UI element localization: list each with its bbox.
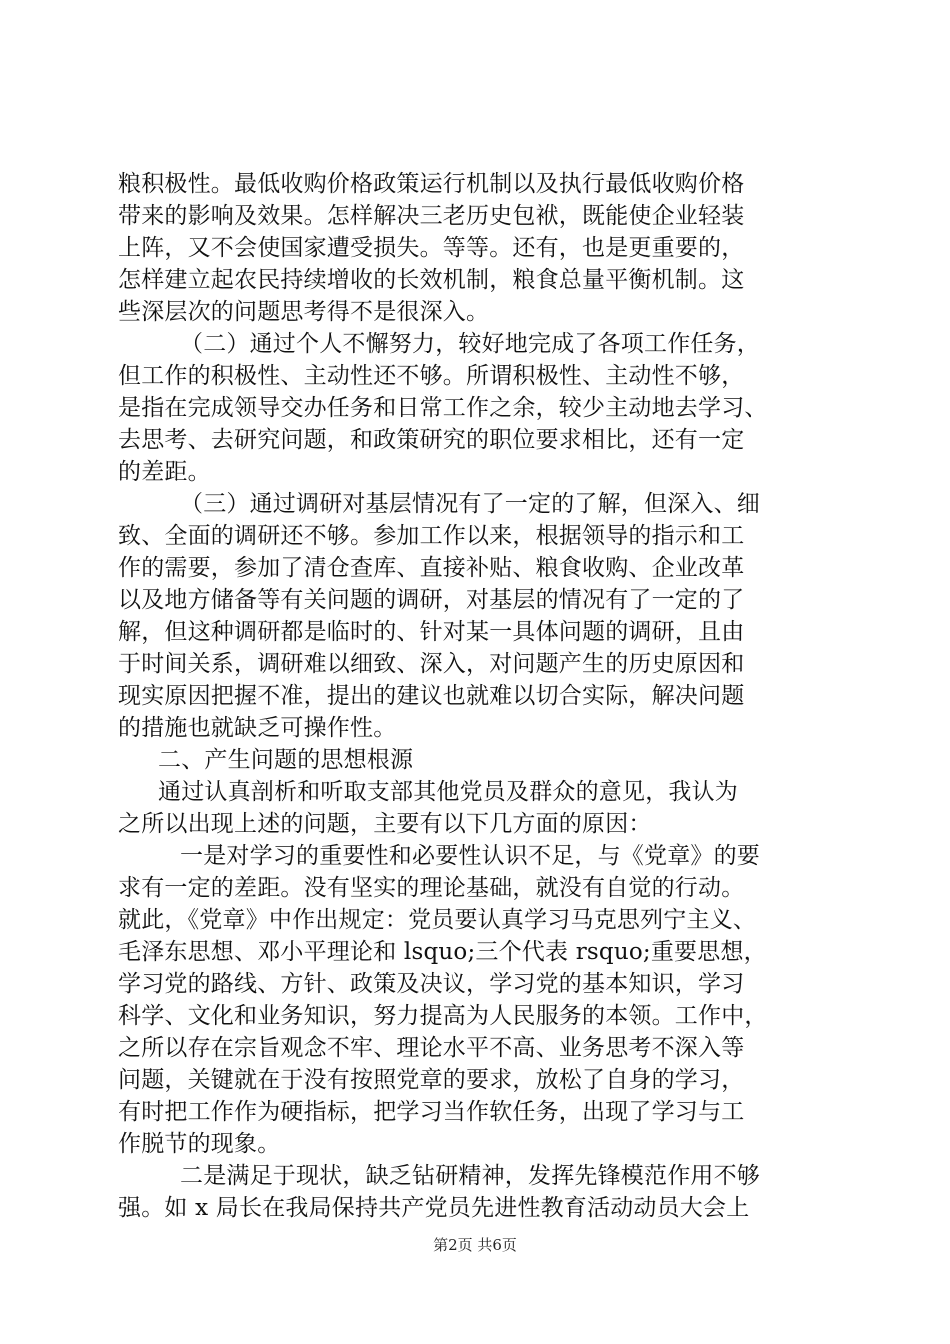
paragraph-start-line: （二）通过个人不懈努力，较好地完成了各项工作任务，	[180, 331, 760, 357]
text-line: 的差距。	[118, 459, 211, 485]
text-line: 带来的影响及效果。怎样解决三老历史包袱，既能使企业轻装	[118, 203, 745, 229]
text-line: 现实原因把握不准，提出的建议也就难以切合实际，解决问题	[118, 683, 745, 709]
text-line: 于时间关系，调研难以细致、深入，对问题产生的历史原因和	[118, 651, 745, 677]
text-line: 作的需要，参加了清仓查库、直接补贴、粮食收购、企业改革	[118, 555, 745, 581]
paragraph-start-line: （三）通过调研对基层情况有了一定的了解，但深入、细	[180, 491, 760, 517]
text-line: 粮积极性。最低收购价格政策运行机制以及执行最低收购价格	[118, 171, 745, 197]
text-line: 致、全面的调研还不够。参加工作以来，根据领导的指示和工	[118, 523, 745, 549]
text-line: 解，但这种调研都是临时的、针对某一具体问题的调研，且由	[118, 619, 745, 645]
text-line: 毛泽东思想、邓小平理论和 lsquo;三个代表 rsquo;重要思想，	[118, 939, 767, 965]
paragraph-start-line: 二是满足于现状，缺乏钻研精神，发挥先锋模范作用不够	[180, 1163, 760, 1189]
text-line: 之所以出现上述的问题，主要有以下几方面的原因：	[118, 811, 652, 837]
text-line: 有时把工作作为硬指标，把学习当作软任务，出现了学习与工	[118, 1099, 745, 1125]
text-line: 些深层次的问题思考得不是很深入。	[118, 299, 490, 325]
paragraph-start-line: 通过认真剖析和听取支部其他党员及群众的意见，我认为	[158, 779, 738, 805]
text-line: 是指在完成领导交办任务和日常工作之余，较少主动地去学习、	[118, 395, 768, 421]
document-body	[118, 168, 838, 1224]
text-line: 去思考、去研究问题，和政策研究的职位要求相比，还有一定	[118, 427, 745, 453]
text-line: 怎样建立起农民持续增收的长效机制，粮食总量平衡机制。这	[118, 267, 745, 293]
text-line: 科学、文化和业务知识，努力提高为人民服务的本领。工作中，	[118, 1003, 768, 1029]
text-line: 学习党的路线、方针、政策及决议，学习党的基本知识，学习	[118, 971, 745, 997]
text-line: 问题，关键就在于没有按照党章的要求，放松了自身的学习，	[118, 1067, 745, 1093]
text-line: 强。如 x 局长在我局保持共产党员先进性教育活动动员大会上	[118, 1195, 750, 1221]
text-line: 求有一定的差距。没有坚实的理论基础，就没有自觉的行动。	[118, 875, 745, 901]
text-line: 之所以存在宗旨观念不牢、理论水平不高、业务思考不深入等	[118, 1035, 745, 1061]
paragraph-start-line: 一是对学习的重要性和必要性认识不足，与《党章》的要	[180, 843, 760, 869]
page-number-footer: 第2页 共6页	[433, 1236, 517, 1254]
text-line: 以及地方储备等有关问题的调研，对基层的情况有了一定的了	[118, 587, 745, 613]
text-line: 作脱节的现象。	[118, 1131, 281, 1157]
text-line: 就此，《党章》中作出规定：党员要认真学习马克思列宁主义、	[118, 907, 757, 933]
text-line: 的措施也就缺乏可操作性。	[118, 715, 397, 741]
text-line: 但工作的积极性、主动性还不够。所谓积极性、主动性不够，	[118, 363, 745, 389]
text-line: 上阵，又不会使国家遭受损失。等等。还有，也是更重要的，	[118, 235, 745, 261]
section-heading: 二、产生问题的思想根源	[158, 747, 414, 773]
